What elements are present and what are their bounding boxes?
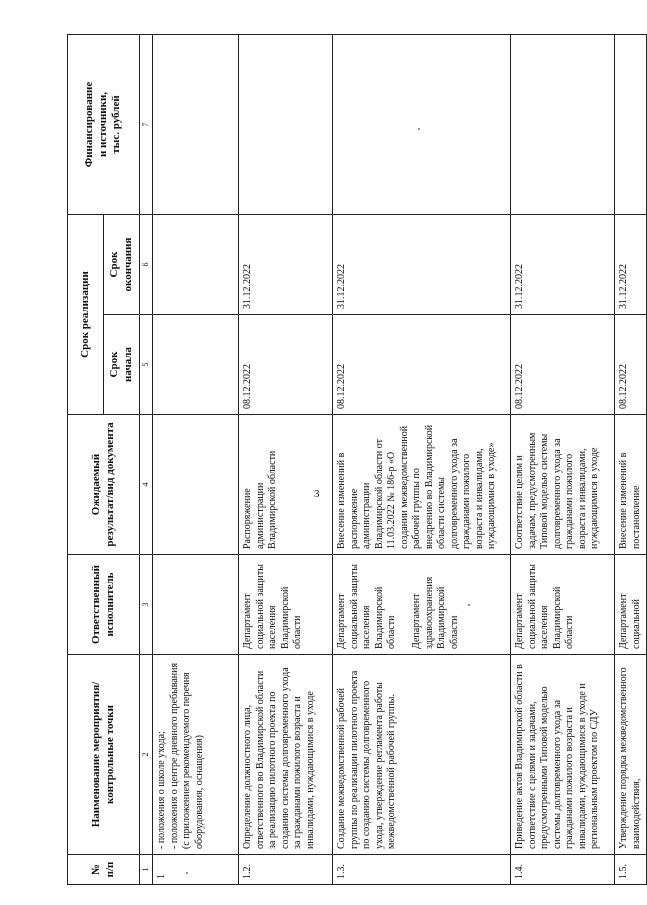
page-number: 3: [314, 488, 320, 500]
row-exec: Департамент социальной защиты населения Владимирской области Департамент здравоохранения Владимирской области: [333, 555, 511, 655]
row-num: 1.3.: [333, 855, 511, 885]
row-start: 08.12.2022: [333, 315, 511, 415]
table-row: [511, 34, 615, 884]
header-num: № п/п: [68, 855, 140, 885]
table-row: [153, 34, 239, 884]
row-end: [153, 214, 239, 314]
row-exec: Департамент социальной защиты населения Владимирской области: [511, 555, 615, 655]
row-name: Утверждение порядка межведомственного взаимодействия,: [615, 655, 647, 855]
header-name: Наименование мероприятия/ контрольные точки: [68, 655, 140, 855]
row-exec: Департамент социальной: [615, 555, 647, 655]
row-exec: Департамент социальной защиты населения Владимирской области: [239, 555, 333, 655]
row-num: 1.4.: [511, 855, 615, 885]
header-finance: Финансирование и источники, тыс. рублей: [68, 34, 140, 214]
header-exec: Ответственный исполнитель: [68, 555, 140, 655]
plan-table: [67, 34, 647, 885]
row-result: Распоряжение администрации Владимирской области: [239, 415, 333, 555]
row-exec: [153, 555, 239, 655]
column-number: 3: [140, 555, 153, 655]
rotated-table-wrapper: [67, 35, 642, 885]
header-end: Срок окончания: [104, 214, 140, 314]
header-period: Срок реализации: [68, 214, 104, 414]
row-name: Определение должностного лица, ответственного во Владимирской области за реализацию пилотного проекта по созданию системы долговременного ухода за гражданами пожилого возраста и инвалидами, нуждающимися в уходе: [239, 655, 333, 855]
row-name: - положения о школе ухода; - положения о центре дневного пребывания (с приложением рекомендуемого перечня оборудования, оснащения): [153, 655, 239, 855]
header-start: Срок начала: [104, 315, 140, 415]
column-numbers-row: [140, 34, 153, 884]
row-end: 31.12.2022: [511, 214, 615, 314]
row-end: 31.12.2022: [239, 214, 333, 314]
header-result: Ожидаемый результат/вид документа: [68, 415, 140, 555]
row-result: Внесение изменений в постановление: [615, 415, 647, 555]
header-row-top: [68, 34, 104, 884]
table-row: [333, 34, 511, 884]
row-start: 08.12.2022: [239, 315, 333, 415]
column-number: 1: [140, 855, 153, 885]
row-end: 31.12.2022: [615, 214, 647, 314]
row-name: Приведение актов Владимирской области в соответствие с целями и задачами, предусмотренными Типовой моделью системы долговременного ухода за гражданами пожилого возраста и инвалидами, нуждающимися в уходе и региональным проектом по СДУ: [511, 655, 615, 855]
row-end: 31.12.2022: [333, 214, 511, 314]
row-start: 08.12.2022: [615, 315, 647, 415]
row-finance: [239, 34, 333, 214]
row-num: 1: [153, 855, 239, 885]
column-number: 6: [140, 214, 153, 314]
column-number: 5: [140, 315, 153, 415]
row-finance: [511, 34, 615, 214]
table-row: [615, 34, 647, 884]
table-row: [239, 34, 333, 884]
column-number: 4: [140, 415, 153, 555]
row-result: Соответствие целям и задачам, предусмотренным Типовой моделью системы долговременного ухода за гражданами пожилого возраста и инвалидами, нуждающимися в уходе: [511, 415, 615, 555]
row-finance: [615, 34, 647, 214]
row-start: [153, 315, 239, 415]
row-finance: [153, 34, 239, 214]
row-num: 1.5.: [615, 855, 647, 885]
row-name: Создание межведомственной рабочей группы по реализации пилотного проекта по созданию системы долговременного ухода, утверждение регламента работы межведомственной рабочей группы.: [333, 655, 511, 855]
row-finance: [333, 34, 511, 214]
row-result: [153, 415, 239, 555]
column-number: 2: [140, 655, 153, 855]
row-num: 1.2.: [239, 855, 333, 885]
column-number: 7: [140, 34, 153, 214]
row-result: Внесение изменений в распоряжение администрации Владимирской области от 11.03.2022 № 186-р «О создании межведомственной рабочей группы по внедрению во Владимирской области системы долговременного ухода за гражданами пожилого возраста и инвалидами, нуждающимися в уходе»: [333, 415, 511, 555]
row-start: 08.12.2022: [511, 315, 615, 415]
